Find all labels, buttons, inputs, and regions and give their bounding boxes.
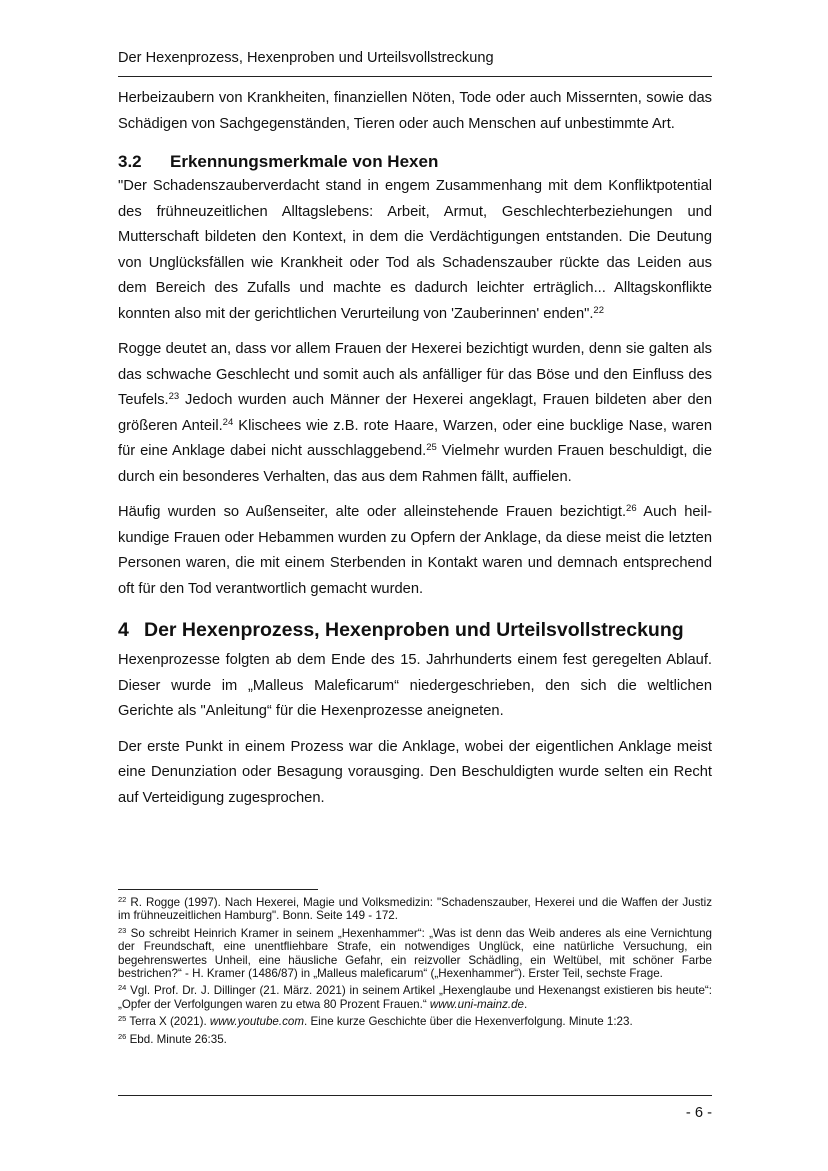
- paragraph-text: Häufig wurden so Außenseiter, alte oder alleinstehende Frauen bezichtigt.: [118, 504, 627, 520]
- paragraph-rogge: [118, 337, 712, 490]
- main-content: [118, 86, 712, 811]
- section-title: Erkennungsmerkmale von Hexen: [170, 152, 439, 171]
- paragraph-anklage: Der erste Punkt in einem Prozess war die Anklage, wobei der eigentlichen Anklage meist eine Denunziation oder Besagung vorausging. Den Beschuldigten wurde selten ein Recht auf Verteidigung zugesprochen.: [118, 738, 712, 806]
- paragraph-text: Auch heilkundige Frauen oder Hebammen wurden zu Opfern der Anklage, da diese meist die letzten Personen waren, die mit einem Sterbenden in Kontakt waren und demnach entsprechend oft für den Tod verantwortlich gemacht wurden.: [118, 504, 712, 597]
- paragraph-text: Vielmehr wurden Frauen beschuldigt, die durch ein besonderes Verhalten, das aus dem Rahmen fällt, auffielen.: [118, 443, 712, 485]
- paragraph-text: Jedoch wurden auch Männer der Hexerei angeklagt, Frauen bildeten aber den größeren Anteil.: [118, 392, 712, 434]
- footnote-source-link: www.uni-mainz.de: [429, 997, 524, 1011]
- footnote-number: 24: [118, 983, 127, 993]
- footnote-ref-25: 25: [426, 442, 437, 453]
- footnote-text: Terra X (2021).: [126, 1015, 210, 1029]
- paragraph-text: Klischees wie z.B. rote Haare, Warzen, oder eine bucklige Nase, waren für eine Anklage dabei nicht ausschlaggebend.: [118, 417, 713, 459]
- footnote-end: .: [524, 997, 528, 1011]
- footnote-ref-26: 26: [626, 503, 637, 514]
- footnote-number: 23: [118, 925, 127, 935]
- paragraph-text: Rogge deutet an, dass vor allem Frauen der Hexerei bezichtigt wurden, denn sie galten als das schwache Geschlecht und somit auch als anfälliger für das Böse und den Einfluss des Teufels.: [118, 341, 712, 408]
- chapter-title: Der Hexenprozess, Hexenproben und Urteilsvollstreckung: [144, 619, 684, 641]
- footnote-text: Vgl. Prof. Dr. J. Dillinger (21. März. 2021) in seinem Artikel „Hexenglaube und Hexenangst existieren bis heute“: „Opfer der Verfolgungen waren zu etwa 80 Prozent Frauen.“: [118, 984, 712, 1011]
- footnote-text: Ebd. Minute 26:35.: [126, 1032, 227, 1046]
- footnote-text: . Eine kurze Geschichte über die Hexenverfolgung. Minute 1:23.: [304, 1015, 633, 1029]
- paragraph-hexenprozesse: Hexenprozesse folgten ab dem Ende des 15. Jahrhunderts einem fest geregelten Ablauf. Dieser wurde im „Malleus Maleficarum“ niedergeschrieben, den sich die weltlichen Gerichte als "Anleitung“ für die Hexenprozesse aneigneten.: [118, 652, 712, 719]
- footnote-ref-22: 22: [593, 304, 604, 316]
- footnotes: [118, 896, 712, 1050]
- footnote-number: 22: [118, 895, 127, 904]
- header-divider: [118, 76, 712, 77]
- footnote-number: 25: [118, 1014, 127, 1024]
- footnote-24: [118, 984, 712, 1011]
- running-header: Der Hexenprozess, Hexenproben und Urteilsvollstreckung: [118, 50, 494, 66]
- footnote-ref-23: 23: [168, 391, 180, 402]
- footnote-divider: [118, 889, 318, 890]
- chapter-number: 4: [118, 619, 129, 641]
- section-number: 3.2: [118, 152, 142, 171]
- footnote-text: R. Rogge (1997). Nach Hexerei, Magie und Volksmedizin: "Schadenszauber, Hexerei und die Waffen der Justiz im frühneuzeitlichen Hamburg". Bonn. Seite 149 - 172.: [118, 896, 712, 923]
- footnote-number: 26: [118, 1031, 127, 1041]
- chapter-heading-4: [118, 616, 712, 644]
- footnote-source-link: www.youtube.com: [209, 1015, 304, 1029]
- footer-divider: [118, 1095, 712, 1096]
- quote-paragraph: [118, 174, 712, 327]
- page-number: - 6 -: [685, 1105, 712, 1121]
- quote-text: "Der Schadenszauberverdacht stand in engem Zusammenhang mit dem Konfliktpotential des frühneuzeitlichen Alltagslebens: Arbeit, Armut, Geschlechterbeziehungen und Mutterschaft bildeten den Kontext, in dem die Verdächtigungen entstanden. Die Deutung von Unglücksfällen wie Krankheit oder Tod als Schadenszauber rückte das Leiden aus dem Bereich des Zufalls und machte es dadurch leichter erträglich... Alltagskonflikte konnten also mit der gerichtlichen Verurteilung von 'Zauberinnen' enden".: [118, 178, 712, 322]
- footnote-ref-24: 24: [222, 416, 234, 428]
- footnote-22: [118, 896, 712, 923]
- footnote-text: So schreibt Heinrich Kramer in seinem „Hexenhammer“: „Was ist denn das Weib anderes als eine Vernichtung der Freundschaft, eine unentfliehbare Strafe, ein notwendiges Unglück, eine natürliche Versuchung, ein begehrenswertes Unheil, eine häusliche Gefahr, ein reizvoller Schädling, ein Weltübel, mit schöner Farbe bestrichen?“ - H. Kramer (1486/87) in „Malleus maleficarum“ („Hexenhammer“). Erster Teil, sechste Frage.: [118, 926, 712, 981]
- footnote-25: [118, 1015, 712, 1028]
- section-heading-3-2: [118, 150, 712, 174]
- footnote-26: [118, 1033, 712, 1046]
- paragraph-aussenseiter: [118, 500, 712, 602]
- intro-paragraph: Herbeizaubern von Krankheiten, finanziellen Nöten, Tode oder auch Missernten, sowie das Schädigen von Sachgegenständen, Tieren oder auch Menschen auf unbestimmte Art.: [118, 90, 712, 132]
- footnote-23: [118, 927, 712, 981]
